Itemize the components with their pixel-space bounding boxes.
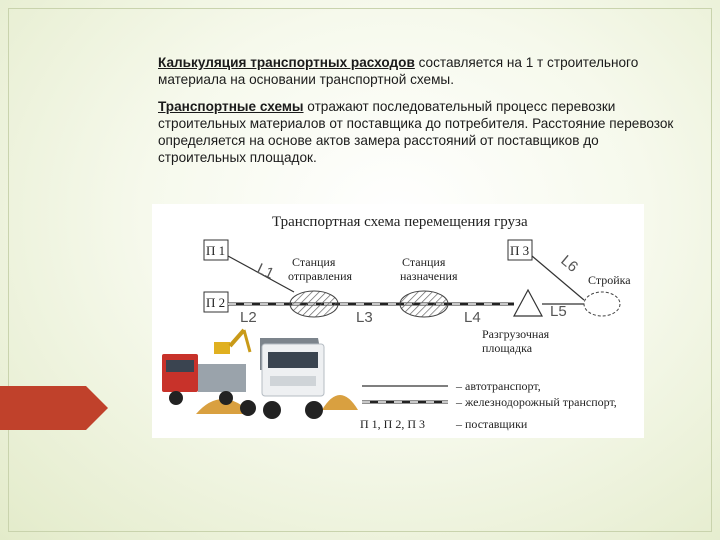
legend-rail-text: – железнодорожный транспорт,	[456, 395, 617, 409]
supplier-p2-label: П 2	[206, 295, 226, 310]
trucks-illustration	[162, 330, 358, 419]
supplier-p3-label: П 3	[510, 243, 530, 258]
paragraph-calculation	[158, 54, 678, 88]
distance-l2: L2	[240, 309, 257, 326]
legend-suppliers-text: – поставщики	[456, 417, 528, 431]
term-calculation: Калькуляция транспортных расходов	[158, 55, 415, 70]
paragraph-calculation-text: составляется на 1 т строительного материала на основании транспортной схемы.	[158, 55, 639, 87]
unloading-area-label-1: Разгрузочная	[482, 327, 550, 341]
distance-l3: L3	[356, 309, 373, 326]
paragraph-transport-schemes	[158, 98, 678, 166]
diagram-title: Транспортная схема перемещения груза	[272, 214, 528, 230]
distance-l1: L1	[254, 260, 277, 283]
departure-station-shape	[290, 291, 338, 317]
construction-site-label: Стройка	[588, 273, 631, 287]
distance-l5: L5	[550, 303, 567, 320]
destination-station-label-2: назначения	[400, 269, 458, 283]
distance-l6: L6	[557, 252, 582, 276]
construction-site-shape	[584, 292, 620, 316]
distance-l4: L4	[464, 309, 481, 326]
term-transport-schemes: Транспортные схемы	[158, 99, 304, 114]
legend-suppliers-label: П 1, П 2, П 3	[360, 417, 425, 431]
departure-station-label-2: отправления	[288, 269, 353, 283]
unloading-area-label-2: площадка	[482, 341, 533, 355]
supplier-p1-label: П 1	[206, 243, 226, 258]
destination-station-shape	[400, 291, 448, 317]
unloading-area-triangle	[514, 290, 542, 316]
destination-station-label-1: Станция	[402, 255, 446, 269]
slide-text	[158, 54, 678, 176]
transport-scheme-diagram	[152, 204, 644, 438]
legend-road-text: – автотранспорт,	[456, 379, 541, 393]
accent-arrow-shape	[0, 386, 110, 430]
paragraph-transport-schemes-text: отражают последовательный процесс перевозки строительных материалов от поставщика до потребителя. Расстояние перевозок определяется на основе актов замера расстояний от поставщиков до строительных площадок.	[158, 99, 674, 165]
departure-station-label-1: Станция	[292, 255, 336, 269]
